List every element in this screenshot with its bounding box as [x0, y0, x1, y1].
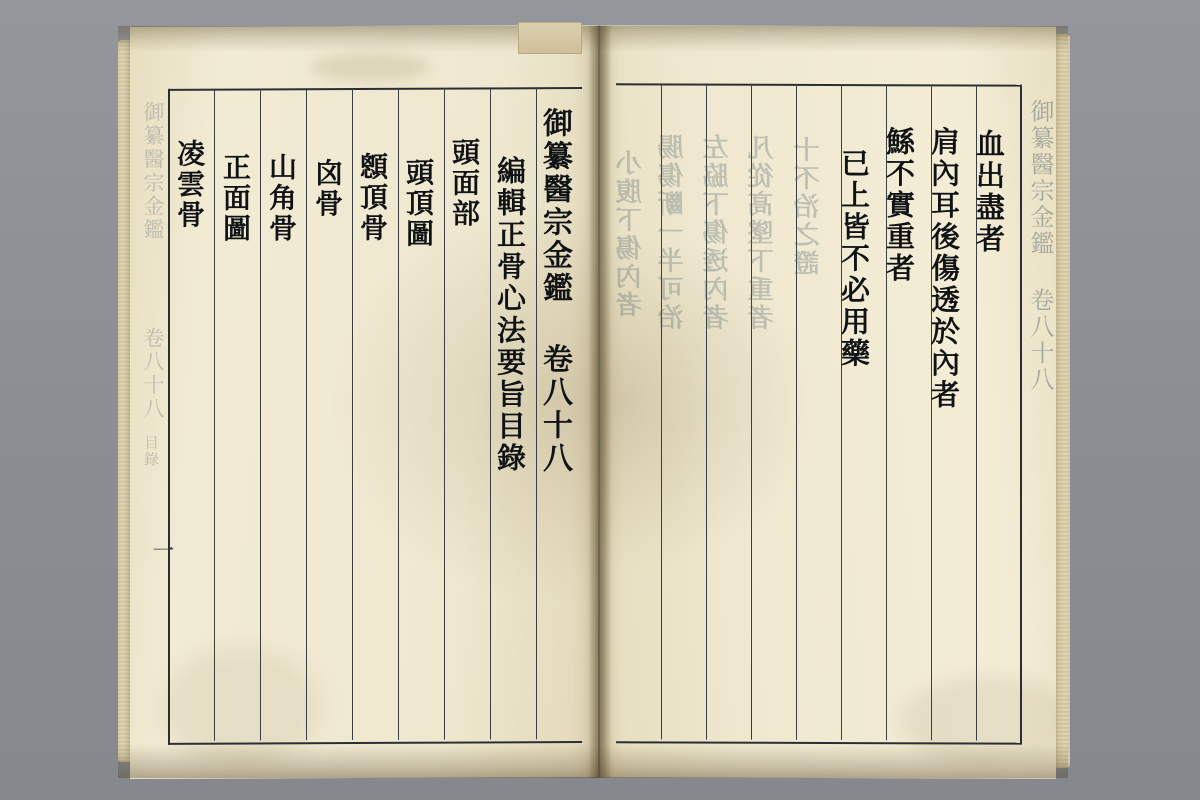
- toc-entry: 頭面部: [448, 137, 481, 230]
- toc-entry: 凌雲骨: [173, 138, 206, 231]
- paper-stain: [310, 52, 430, 83]
- show-through-line: 左脇下傷透內者: [703, 133, 733, 333]
- open-book: [118, 26, 1068, 778]
- right-page: [600, 25, 1056, 779]
- body-line: 已上皆不必用藥: [837, 148, 871, 370]
- show-through-line: 凡從高墜下重者: [748, 133, 778, 333]
- left-page: [130, 25, 598, 779]
- show-through-line: 小腹下傷內者: [616, 149, 646, 320]
- spine-title: 御纂醫宗金鑑: [141, 100, 165, 243]
- toc-entry: 囟骨: [311, 158, 344, 220]
- toc-entry: 正面圖: [219, 152, 252, 245]
- toc-entry: 山角骨: [265, 152, 298, 244]
- body-line: 鯀不實重者: [882, 126, 916, 285]
- body-line: 肩內耳後傷透於內者: [927, 126, 961, 411]
- spine-volume: 卷八十八: [141, 326, 165, 422]
- show-through-line: 腸傷斷一半可治: [658, 133, 688, 332]
- paper-tab: [518, 22, 582, 54]
- show-through-line: 十不治之證: [794, 135, 824, 278]
- right-edge-faint-title: 御纂醫宗金鑑 卷八十八: [1026, 98, 1054, 394]
- spine-suffix: 目錄: [142, 434, 160, 468]
- toc-entry: 頭頂圖: [402, 157, 435, 250]
- body-line: 血出盡者: [972, 128, 1006, 256]
- left-heading-column: 御纂醫宗金鑑 卷八十八: [537, 107, 572, 476]
- folio-mark: 一: [149, 538, 174, 561]
- left-subtitle-column: 編輯正骨心法要旨目錄: [493, 155, 527, 475]
- toc-entry: 顖頂骨: [356, 151, 389, 244]
